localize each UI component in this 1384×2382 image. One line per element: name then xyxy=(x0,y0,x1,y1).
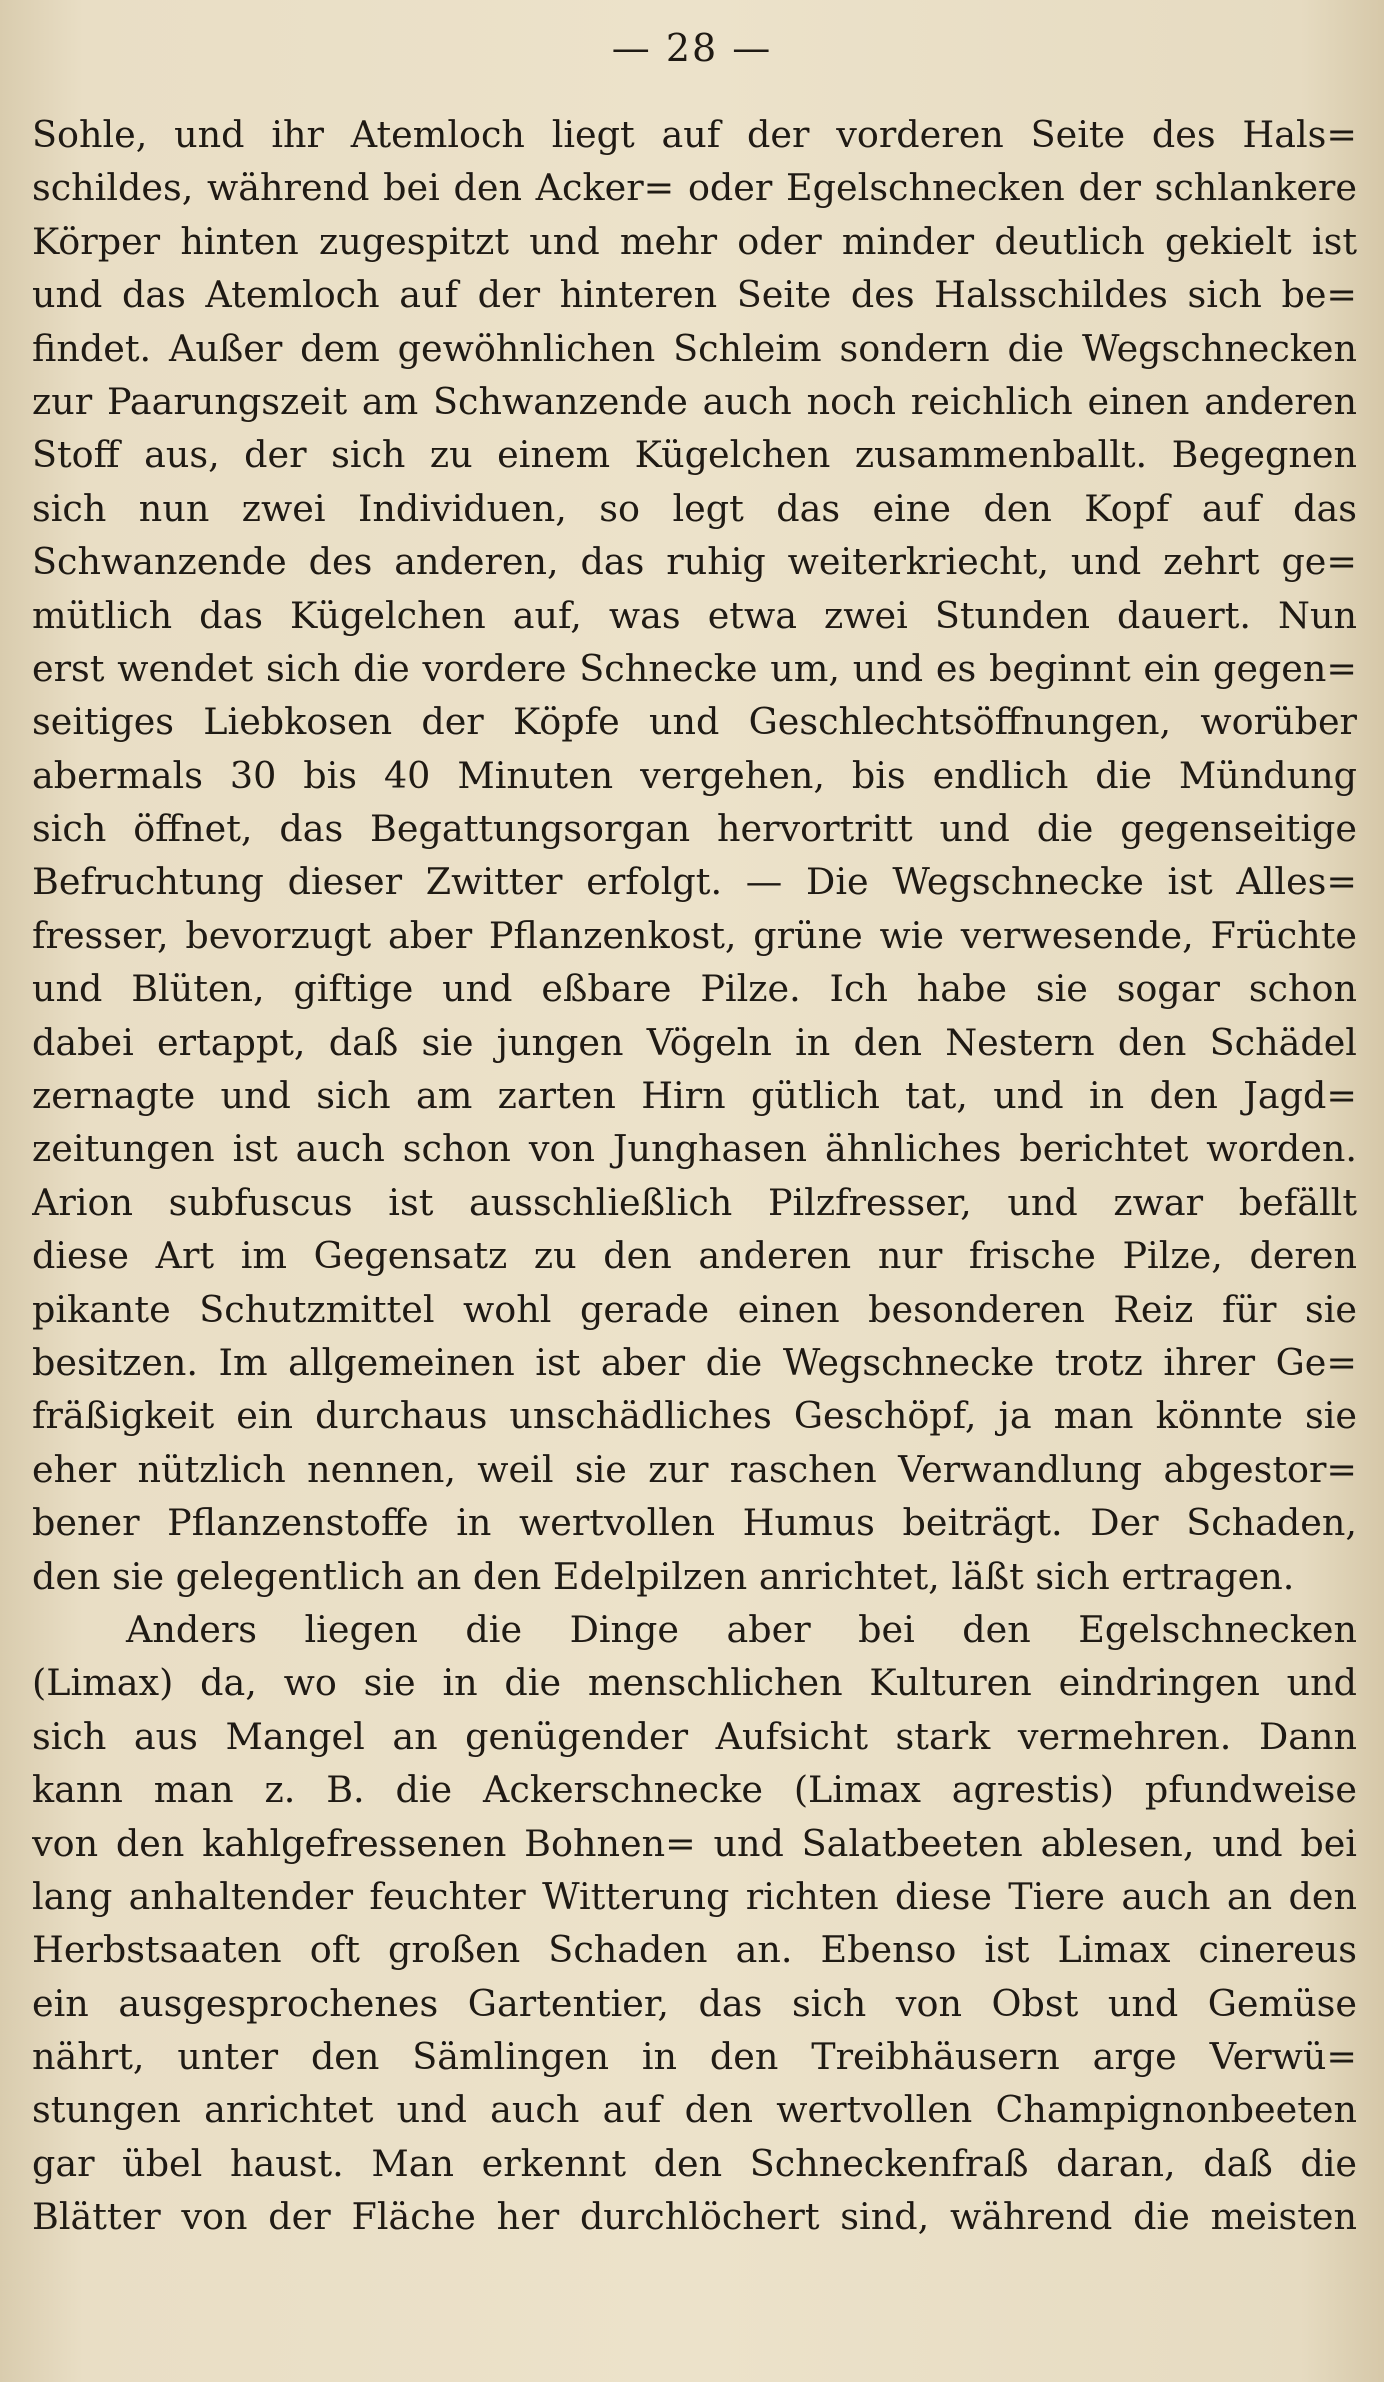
text-line: Arion subfuscus ist ausschließlich Pilzfresser, und zwar befällt xyxy=(32,1180,1357,1224)
text-line: stungen anrichtet und auch auf den wertvollen Champignonbeeten xyxy=(32,2088,1357,2132)
text-line: Schwanzende des anderen, das ruhig weiterkriecht, und zehrt ge= xyxy=(32,540,1357,584)
paragraph-end-line: den sie gelegentlich an den Edelpilzen anrichtet, läßt sich ertragen. xyxy=(32,1554,1295,1598)
text-line: sich nun zwei Individuen, so legt das eine den Kopf auf das xyxy=(32,486,1357,530)
text-line: seitiges Liebkosen der Köpfe und Geschlechtsöffnungen, worüber xyxy=(32,700,1357,744)
text-line: abermals 30 bis 40 Minuten vergehen, bis endlich die Mündung xyxy=(32,753,1357,797)
text-line: nährt, unter den Sämlingen in den Treibhäusern arge Verwü= xyxy=(32,2035,1357,2079)
text-line: kann man z. B. die Ackerschnecke (Limax agrestis) pfundweise xyxy=(32,1768,1357,1812)
text-line: diese Art im Gegensatz zu den anderen nur frische Pilze, deren xyxy=(32,1234,1357,1278)
paragraph-start-line: Anders liegen die Dinge aber bei den Egelschnecken xyxy=(126,1607,1357,1651)
text-line: erst wendet sich die vordere Schnecke um, und es beginnt ein gegen= xyxy=(32,646,1357,690)
text-line: (Limax) da, wo sie in die menschlichen Kulturen eindringen und xyxy=(32,1661,1357,1705)
text-line: sich aus Mangel an genügender Aufsicht stark vermehren. Dann xyxy=(32,1714,1357,1758)
text-line: zernagte und sich am zarten Hirn gütlich tat, und in den Jagd= xyxy=(32,1074,1357,1118)
text-line: schildes, während bei den Acker= oder Egelschnecken der schlankere xyxy=(32,166,1357,210)
text-line: Herbstsaaten oft großen Schaden an. Ebenso ist Limax cinereus xyxy=(32,1928,1357,1972)
text-line: fresser, bevorzugt aber Pflanzenkost, grüne wie verwesende, Früchte xyxy=(32,913,1357,957)
text-line: Sohle, und ihr Atemloch liegt auf der vorderen Seite des Hals= xyxy=(32,113,1357,156)
text-line: Körper hinten zugespitzt und mehr oder minder deutlich gekielt ist xyxy=(32,219,1357,263)
text-line: dabei ertappt, daß sie jungen Vögeln in den Nestern den Schädel xyxy=(32,1020,1357,1064)
text-line: Stoff aus, der sich zu einem Kügelchen zusammenballt. Begegnen xyxy=(32,433,1357,477)
text-line: findet. Außer dem gewöhnlichen Schleim sondern die Wegschnecken xyxy=(32,326,1357,370)
page-number: — 28 — xyxy=(611,26,773,70)
text-line: zur Paarungszeit am Schwanzende auch noch reichlich einen anderen xyxy=(32,379,1357,423)
text-line: besitzen. Im allgemeinen ist aber die Wegschnecke trotz ihrer Ge= xyxy=(32,1340,1357,1384)
text-line: Blätter von der Fläche her durchlöchert sind, während die meisten xyxy=(32,2195,1357,2239)
text-line: bener Pflanzenstoffe in wertvollen Humus beiträgt. Der Schaden, xyxy=(32,1501,1357,1545)
text-line: eher nützlich nennen, weil sie zur raschen Verwandlung abgestor= xyxy=(32,1447,1357,1491)
text-line: gar übel haust. Man erkennt den Schneckenfraß daran, daß die xyxy=(32,2141,1357,2185)
text-line: und Blüten, giftige und eßbare Pilze. Ich habe sie sogar schon xyxy=(32,967,1357,1011)
text-line: lang anhaltender feuchter Witterung richten diese Tiere auch an den xyxy=(32,1874,1357,1918)
text-line: zeitungen ist auch schon von Junghasen ähnliches berichtet worden. xyxy=(32,1127,1357,1171)
body-text xyxy=(32,108,1357,2244)
text-line: von den kahlgefressenen Bohnen= und Salatbeeten ablesen, und bei xyxy=(32,1821,1357,1865)
text-line: und das Atemloch auf der hinteren Seite des Halsschildes sich be= xyxy=(32,273,1357,317)
text-line: pikante Schutzmittel wohl gerade einen besonderen Reiz für sie xyxy=(32,1287,1357,1331)
text-line: ein ausgesprochenes Gartentier, das sich von Obst und Gemüse xyxy=(32,1981,1357,2025)
text-line: mütlich das Kügelchen auf, was etwa zwei Stunden dauert. Nun xyxy=(32,593,1357,637)
text-line: fräßigkeit ein durchaus unschädliches Geschöpf, ja man könnte sie xyxy=(32,1394,1357,1438)
text-line: Befruchtung dieser Zwitter erfolgt. — Die Wegschnecke ist Alles= xyxy=(32,860,1357,904)
text-line: sich öffnet, das Begattungsorgan hervortritt und die gegenseitige xyxy=(32,807,1357,851)
